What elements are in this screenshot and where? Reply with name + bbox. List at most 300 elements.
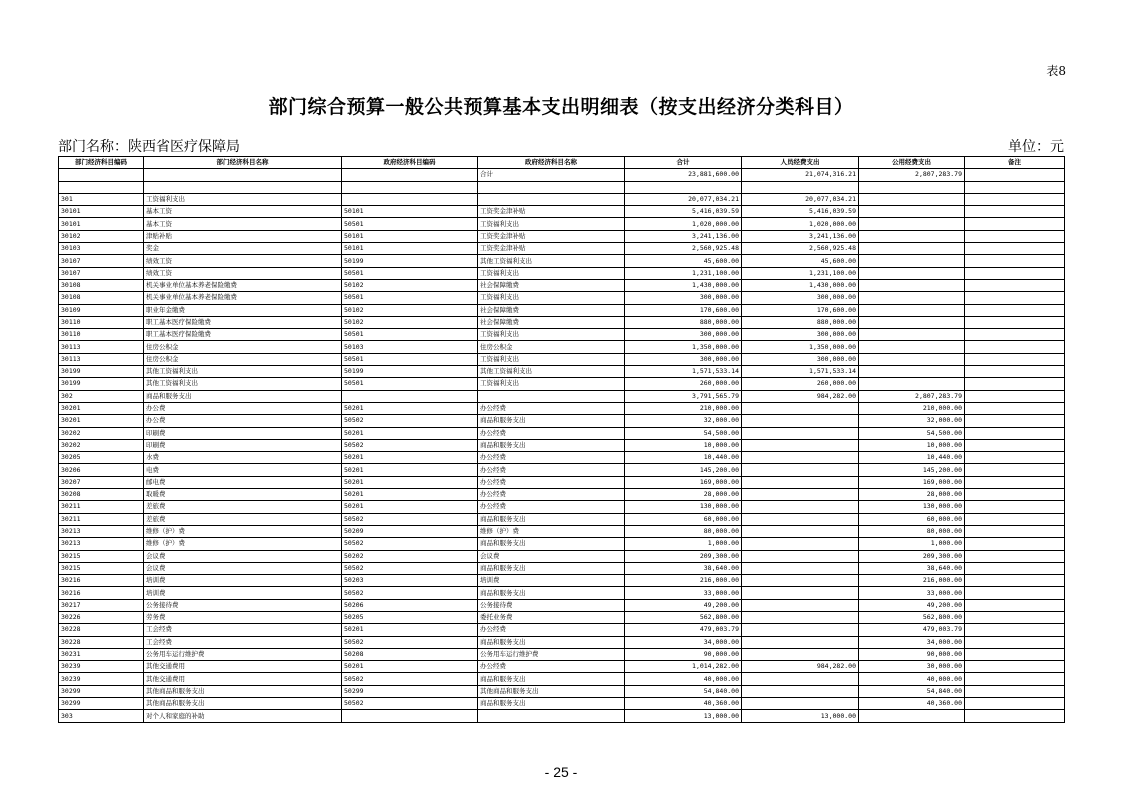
total-cell: 54,840.00 (625, 685, 742, 697)
table-row (59, 673, 1065, 685)
col-header-dept-code: 部门经济科目编码 (59, 157, 144, 169)
dept-name-cell: 会议费 (144, 550, 342, 562)
personnel-cell: 170,600.00 (742, 304, 859, 316)
dept-code-cell: 30101 (59, 206, 144, 218)
total-cell: 80,000.00 (625, 525, 742, 537)
gov-name-cell: 商品和服务支出 (478, 698, 625, 710)
total-cell: 300,000.00 (625, 292, 742, 304)
dept-name-cell: 基本工资 (144, 206, 342, 218)
table-row (59, 685, 1065, 697)
total-cell: 260,000.00 (625, 378, 742, 390)
public-cell: 33,000.00 (859, 587, 965, 599)
table-row (59, 366, 1065, 378)
dept-name-cell: 培训费 (144, 587, 342, 599)
dept-name-cell: 劳务费 (144, 611, 342, 623)
dept-code-cell: 30205 (59, 452, 144, 464)
table-row (59, 648, 1065, 660)
page-title: 部门综合预算一般公共预算基本支出明细表（按支出经济分类科目） (268, 96, 854, 118)
gov-code-cell: 50209 (342, 525, 478, 537)
gov-code-cell (342, 710, 478, 722)
gov-code-cell: 50501 (342, 353, 478, 365)
gov-code-cell (342, 390, 478, 402)
public-cell: 479,003.79 (859, 624, 965, 636)
dept-code-cell: 30228 (59, 624, 144, 636)
col-header-personnel: 人员经费支出 (742, 157, 859, 169)
table-row (59, 501, 1065, 513)
public-cell: 10,440.00 (859, 452, 965, 464)
public-cell: 10,000.00 (859, 439, 965, 451)
table-row (59, 513, 1065, 525)
public-cell: 60,000.00 (859, 513, 965, 525)
gov-name-cell: 委托业务费 (478, 611, 625, 623)
personnel-cell (742, 452, 859, 464)
personnel-cell: 300,000.00 (742, 329, 859, 341)
personnel-cell (742, 489, 859, 501)
personnel-cell: 13,000.00 (742, 710, 859, 722)
table-row (59, 341, 1065, 353)
personnel-cell (742, 501, 859, 513)
gov-code-cell: 50501 (342, 267, 478, 279)
gov-name-cell: 社会保障缴费 (478, 316, 625, 328)
gov-code-cell: 50102 (342, 316, 478, 328)
personnel-cell: 21,074,316.21 (742, 169, 859, 181)
department-name: 部门名称：陕西省医疗保障局 (58, 139, 240, 155)
gov-code-cell: 50205 (342, 611, 478, 623)
total-cell: 23,881,600.00 (625, 169, 742, 181)
public-cell (859, 255, 965, 267)
public-cell: 40,000.00 (859, 673, 965, 685)
personnel-cell (742, 611, 859, 623)
dept-code-cell: 30211 (59, 501, 144, 513)
table-row (59, 476, 1065, 488)
dept-name-cell: 其他交通费用 (144, 661, 342, 673)
col-header-public: 公用经费支出 (859, 157, 965, 169)
dept-name-cell: 公务用车运行维护费 (144, 648, 342, 660)
dept-name-cell: 绩效工资 (144, 267, 342, 279)
table-row (59, 243, 1065, 255)
remarks-cell (965, 501, 1065, 513)
remarks-cell (965, 169, 1065, 181)
remarks-cell (965, 316, 1065, 328)
gov-name-cell: 其他工资福利支出 (478, 366, 625, 378)
table-body (59, 169, 1065, 722)
dept-code-cell: 30207 (59, 476, 144, 488)
personnel-cell (742, 476, 859, 488)
public-cell (859, 366, 965, 378)
personnel-cell (742, 464, 859, 476)
gov-name-cell: 办公经费 (478, 661, 625, 673)
table-row (59, 489, 1065, 501)
col-header-gov-code: 政府经济科目编码 (342, 157, 478, 169)
remarks-cell (965, 525, 1065, 537)
remarks-cell (965, 513, 1065, 525)
gov-code-cell: 50208 (342, 648, 478, 660)
public-cell (859, 710, 965, 722)
remarks-cell (965, 279, 1065, 291)
personnel-cell: 1,430,000.00 (742, 279, 859, 291)
personnel-cell (742, 636, 859, 648)
dept-code-cell: 30217 (59, 599, 144, 611)
dept-name-cell: 维修（护）费 (144, 525, 342, 537)
dept-name-cell: 电费 (144, 464, 342, 476)
gov-name-cell: 工资福利支出 (478, 292, 625, 304)
gov-code-cell (342, 181, 478, 193)
table-row (59, 550, 1065, 562)
gov-name-cell: 商品和服务支出 (478, 439, 625, 451)
gov-code-cell: 50201 (342, 427, 478, 439)
public-cell (859, 267, 965, 279)
total-cell: 216,000.00 (625, 575, 742, 587)
total-cell: 5,416,039.59 (625, 206, 742, 218)
remarks-cell (965, 353, 1065, 365)
personnel-cell (742, 513, 859, 525)
gov-code-cell: 50299 (342, 685, 478, 697)
dept-name-cell: 办公费 (144, 415, 342, 427)
personnel-cell (742, 562, 859, 574)
table-row (59, 390, 1065, 402)
dept-code-cell: 30226 (59, 611, 144, 623)
dept-code-cell: 30202 (59, 439, 144, 451)
public-cell (859, 181, 965, 193)
total-cell: 210,000.00 (625, 402, 742, 414)
remarks-cell (965, 673, 1065, 685)
dept-name-cell: 其他交通费用 (144, 673, 342, 685)
personnel-cell (742, 550, 859, 562)
dept-name-cell: 工资福利支出 (144, 193, 342, 205)
gov-name-cell (478, 193, 625, 205)
personnel-cell: 3,241,136.00 (742, 230, 859, 242)
total-cell: 130,000.00 (625, 501, 742, 513)
table-row (59, 439, 1065, 451)
table-row (59, 587, 1065, 599)
gov-name-cell: 工资福利支出 (478, 378, 625, 390)
public-cell: 90,000.00 (859, 648, 965, 660)
remarks-cell (965, 648, 1065, 660)
public-cell: 54,500.00 (859, 427, 965, 439)
remarks-cell (965, 304, 1065, 316)
page-number: - 25 - (544, 764, 578, 780)
remarks-cell (965, 366, 1065, 378)
dept-code-cell: 301 (59, 193, 144, 205)
personnel-cell: 984,282.00 (742, 661, 859, 673)
gov-code-cell: 50201 (342, 476, 478, 488)
personnel-cell: 1,571,533.14 (742, 366, 859, 378)
total-cell: 10,440.00 (625, 452, 742, 464)
remarks-cell (965, 452, 1065, 464)
table-row (59, 452, 1065, 464)
personnel-cell (742, 427, 859, 439)
gov-name-cell: 办公经费 (478, 464, 625, 476)
gov-code-cell: 50201 (342, 452, 478, 464)
remarks-cell (965, 230, 1065, 242)
personnel-cell: 300,000.00 (742, 292, 859, 304)
remarks-cell (965, 329, 1065, 341)
gov-name-cell: 办公经费 (478, 489, 625, 501)
dept-code-cell: 30206 (59, 464, 144, 476)
personnel-cell (742, 415, 859, 427)
dept-code-cell (59, 169, 144, 181)
gov-name-cell: 维修（护）费 (478, 525, 625, 537)
gov-code-cell: 50199 (342, 366, 478, 378)
personnel-cell: 1,350,000.00 (742, 341, 859, 353)
table-row (59, 193, 1065, 205)
dept-code-cell: 30199 (59, 378, 144, 390)
table-row (59, 206, 1065, 218)
public-cell: 2,807,283.79 (859, 390, 965, 402)
remarks-cell (965, 181, 1065, 193)
personnel-cell: 45,600.00 (742, 255, 859, 267)
total-cell: 33,000.00 (625, 587, 742, 599)
remarks-cell (965, 218, 1065, 230)
public-cell (859, 279, 965, 291)
remarks-cell (965, 193, 1065, 205)
gov-name-cell: 会议费 (478, 550, 625, 562)
public-cell: 210,000.00 (859, 402, 965, 414)
public-cell: 30,000.00 (859, 661, 965, 673)
table-row (59, 292, 1065, 304)
dept-code-cell: 30110 (59, 329, 144, 341)
dept-name-cell: 会议费 (144, 562, 342, 574)
dept-code-cell: 30107 (59, 255, 144, 267)
remarks-cell (965, 243, 1065, 255)
dept-name-cell (144, 169, 342, 181)
total-cell: 169,000.00 (625, 476, 742, 488)
public-cell: 169,000.00 (859, 476, 965, 488)
public-cell: 1,000.00 (859, 538, 965, 550)
remarks-cell (965, 427, 1065, 439)
gov-code-cell: 50203 (342, 575, 478, 587)
public-cell (859, 193, 965, 205)
dept-code-cell: 30202 (59, 427, 144, 439)
remarks-cell (965, 698, 1065, 710)
dept-name-cell: 职工基本医疗保险缴费 (144, 329, 342, 341)
total-cell: 45,600.00 (625, 255, 742, 267)
table-row (59, 402, 1065, 414)
dept-code-cell: 30113 (59, 353, 144, 365)
public-cell: 209,300.00 (859, 550, 965, 562)
table-row (59, 575, 1065, 587)
total-cell: 90,000.00 (625, 648, 742, 660)
dept-code-cell: 30213 (59, 525, 144, 537)
gov-code-cell (342, 169, 478, 181)
remarks-cell (965, 636, 1065, 648)
personnel-cell: 5,416,039.59 (742, 206, 859, 218)
total-cell: 170,600.00 (625, 304, 742, 316)
dept-code-cell: 30110 (59, 316, 144, 328)
public-cell: 32,000.00 (859, 415, 965, 427)
total-cell: 34,000.00 (625, 636, 742, 648)
table-row (59, 255, 1065, 267)
table-row (59, 636, 1065, 648)
total-cell: 145,200.00 (625, 464, 742, 476)
dept-code-cell: 30299 (59, 698, 144, 710)
remarks-cell (965, 710, 1065, 722)
public-cell (859, 341, 965, 353)
dept-name-cell: 差旅费 (144, 513, 342, 525)
dept-name-cell: 津贴补贴 (144, 230, 342, 242)
gov-name-cell (478, 390, 625, 402)
gov-name-cell: 公务用车运行维护费 (478, 648, 625, 660)
public-cell (859, 218, 965, 230)
dept-code-cell: 30216 (59, 575, 144, 587)
remarks-cell (965, 611, 1065, 623)
gov-code-cell: 50101 (342, 243, 478, 255)
gov-name-cell: 办公经费 (478, 476, 625, 488)
personnel-cell: 2,560,925.48 (742, 243, 859, 255)
table-row (59, 329, 1065, 341)
gov-code-cell: 50502 (342, 538, 478, 550)
total-cell: 10,000.00 (625, 439, 742, 451)
remarks-cell (965, 255, 1065, 267)
total-cell: 2,560,925.48 (625, 243, 742, 255)
gov-name-cell (478, 181, 625, 193)
dept-code-cell: 30215 (59, 550, 144, 562)
dept-name-cell: 取暖费 (144, 489, 342, 501)
gov-code-cell: 50502 (342, 439, 478, 451)
dept-name-cell: 绩效工资 (144, 255, 342, 267)
table-row (59, 279, 1065, 291)
personnel-cell (742, 648, 859, 660)
gov-name-cell: 办公经费 (478, 501, 625, 513)
remarks-cell (965, 575, 1065, 587)
dept-name-cell: 机关事业单位基本养老保险缴费 (144, 292, 342, 304)
total-cell: 20,077,034.21 (625, 193, 742, 205)
public-cell: 38,640.00 (859, 562, 965, 574)
dept-code-cell: 30102 (59, 230, 144, 242)
gov-code-cell: 50199 (342, 255, 478, 267)
table-header-row (59, 157, 1065, 169)
remarks-cell (965, 685, 1065, 697)
public-cell (859, 316, 965, 328)
dept-code-cell: 302 (59, 390, 144, 402)
gov-name-cell: 工资福利支出 (478, 353, 625, 365)
total-cell: 1,000.00 (625, 538, 742, 550)
dept-code-cell: 30211 (59, 513, 144, 525)
table-number-label: 表8 (1046, 64, 1066, 78)
gov-code-cell (342, 193, 478, 205)
dept-name-cell: 公务接待费 (144, 599, 342, 611)
gov-code-cell: 50501 (342, 292, 478, 304)
total-cell: 40,000.00 (625, 673, 742, 685)
public-cell: 54,840.00 (859, 685, 965, 697)
personnel-cell: 984,282.00 (742, 390, 859, 402)
dept-name-cell: 住房公积金 (144, 353, 342, 365)
dept-name-cell: 印刷费 (144, 439, 342, 451)
total-cell: 38,640.00 (625, 562, 742, 574)
gov-code-cell: 50201 (342, 402, 478, 414)
table-row (59, 169, 1065, 181)
public-cell (859, 329, 965, 341)
gov-code-cell: 50502 (342, 415, 478, 427)
gov-name-cell: 办公经费 (478, 624, 625, 636)
dept-code-cell: 30239 (59, 673, 144, 685)
table-row (59, 525, 1065, 537)
col-header-remarks: 备注 (965, 157, 1065, 169)
dept-name-cell: 奖金 (144, 243, 342, 255)
gov-code-cell: 50101 (342, 230, 478, 242)
personnel-cell: 260,000.00 (742, 378, 859, 390)
personnel-cell (742, 599, 859, 611)
dept-code-cell: 30231 (59, 648, 144, 660)
public-cell: 80,000.00 (859, 525, 965, 537)
table-row (59, 230, 1065, 242)
table-row (59, 415, 1065, 427)
dept-name-cell: 基本工资 (144, 218, 342, 230)
table-row (59, 181, 1065, 193)
total-cell: 1,014,282.00 (625, 661, 742, 673)
gov-name-cell: 办公经费 (478, 402, 625, 414)
personnel-cell (742, 439, 859, 451)
public-cell: 40,360.00 (859, 698, 965, 710)
public-cell (859, 292, 965, 304)
gov-name-cell: 办公经费 (478, 452, 625, 464)
remarks-cell (965, 550, 1065, 562)
gov-code-cell: 50102 (342, 304, 478, 316)
dept-name-cell: 差旅费 (144, 501, 342, 513)
remarks-cell (965, 206, 1065, 218)
personnel-cell (742, 538, 859, 550)
gov-name-cell: 工资奖金津补贴 (478, 206, 625, 218)
gov-code-cell: 50201 (342, 661, 478, 673)
table-row (59, 267, 1065, 279)
dept-name-cell: 印刷费 (144, 427, 342, 439)
total-cell: 209,300.00 (625, 550, 742, 562)
table-row (59, 611, 1065, 623)
total-cell: 1,231,100.00 (625, 267, 742, 279)
total-cell: 1,350,000.00 (625, 341, 742, 353)
dept-code-cell: 30113 (59, 341, 144, 353)
table-row (59, 218, 1065, 230)
gov-name-cell: 商品和服务支出 (478, 562, 625, 574)
gov-code-cell: 50103 (342, 341, 478, 353)
public-cell (859, 230, 965, 242)
table-row (59, 599, 1065, 611)
dept-code-cell: 30215 (59, 562, 144, 574)
gov-code-cell: 50201 (342, 501, 478, 513)
gov-code-cell: 50206 (342, 599, 478, 611)
dept-name-cell: 机关事业单位基本养老保险缴费 (144, 279, 342, 291)
gov-name-cell: 商品和服务支出 (478, 587, 625, 599)
gov-name-cell: 商品和服务支出 (478, 415, 625, 427)
gov-code-cell: 50502 (342, 673, 478, 685)
total-cell: 300,000.00 (625, 353, 742, 365)
dept-name-cell: 其他工资福利支出 (144, 378, 342, 390)
budget-table (58, 156, 1065, 723)
personnel-cell (742, 181, 859, 193)
total-cell: 60,000.00 (625, 513, 742, 525)
personnel-cell: 20,077,034.21 (742, 193, 859, 205)
table-row (59, 316, 1065, 328)
dept-name-cell (144, 181, 342, 193)
col-header-gov-name: 政府经济科目名称 (478, 157, 625, 169)
personnel-cell (742, 402, 859, 414)
dept-name-cell: 职工基本医疗保险缴费 (144, 316, 342, 328)
public-cell: 49,200.00 (859, 599, 965, 611)
gov-name-cell: 工资福利支出 (478, 329, 625, 341)
personnel-cell (742, 575, 859, 587)
table-row (59, 427, 1065, 439)
dept-name-cell: 职业年金缴费 (144, 304, 342, 316)
dept-name-cell: 商品和服务支出 (144, 390, 342, 402)
personnel-cell (742, 587, 859, 599)
public-cell: 216,000.00 (859, 575, 965, 587)
remarks-cell (965, 489, 1065, 501)
public-cell (859, 304, 965, 316)
dept-name-cell: 住房公积金 (144, 341, 342, 353)
dept-code-cell: 30239 (59, 661, 144, 673)
dept-name-cell: 水费 (144, 452, 342, 464)
gov-name-cell: 工资福利支出 (478, 218, 625, 230)
